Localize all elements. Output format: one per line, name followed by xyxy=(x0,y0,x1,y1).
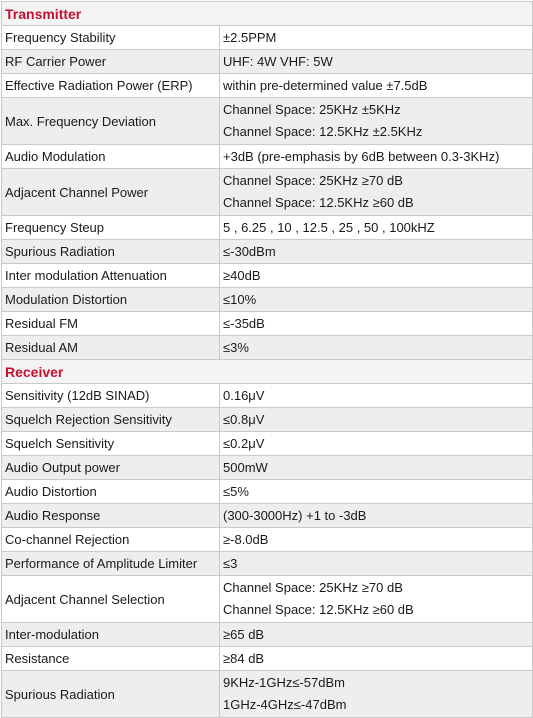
spec-row xyxy=(2,216,533,240)
spec-value-cell xyxy=(220,671,533,718)
spec-row xyxy=(2,552,533,576)
spec-row xyxy=(2,576,533,623)
spec-value: ±2.5PPM xyxy=(223,29,277,45)
spec-label: Effective Radiation Power (ERP) xyxy=(2,74,220,98)
spec-label: Inter modulation Attenuation xyxy=(2,264,220,288)
spec-value-cell xyxy=(220,336,533,360)
spec-value: ≥-8.0dB xyxy=(223,531,269,547)
spec-label: Sensitivity (12dB SINAD) xyxy=(2,384,220,408)
spec-row xyxy=(2,456,533,480)
spec-row xyxy=(2,169,533,216)
spec-row xyxy=(2,26,533,50)
spec-row xyxy=(2,74,533,98)
spec-row xyxy=(2,671,533,718)
spec-value-cell xyxy=(220,312,533,336)
spec-label: Audio Modulation xyxy=(2,145,220,169)
spec-row xyxy=(2,145,533,169)
spec-row xyxy=(2,480,533,504)
section-title: Transmitter xyxy=(2,2,533,26)
spec-value: ≤-35dB xyxy=(223,315,265,331)
spec-label: Inter-modulation xyxy=(2,623,220,647)
spec-row xyxy=(2,384,533,408)
spec-value-cell xyxy=(220,145,533,169)
spec-label: Performance of Amplitude Limiter xyxy=(2,552,220,576)
spec-row xyxy=(2,528,533,552)
spec-label: Frequency Stability xyxy=(2,26,220,50)
section-header-row xyxy=(2,360,533,384)
spec-label: Audio Distortion xyxy=(2,480,220,504)
spec-value-cell xyxy=(220,216,533,240)
spec-label: Resistance xyxy=(2,647,220,671)
section-title: Receiver xyxy=(2,360,533,384)
spec-value-cell xyxy=(220,528,533,552)
spec-value-cell xyxy=(220,480,533,504)
spec-value-cell xyxy=(220,647,533,671)
spec-value-cell xyxy=(220,50,533,74)
spec-value: ≤5% xyxy=(223,483,249,499)
spec-label: Spurious Radiation xyxy=(2,671,220,718)
spec-label: Squelch Rejection Sensitivity xyxy=(2,408,220,432)
spec-value: UHF: 4W VHF: 5W xyxy=(223,53,333,69)
spec-value: Channel Space: 12.5KHz ≥60 dB xyxy=(223,195,414,210)
spec-value: ≥65 dB xyxy=(223,626,265,642)
spec-value: ≤-30dBm xyxy=(223,243,276,259)
spec-value-cell xyxy=(220,456,533,480)
spec-value-cell xyxy=(220,264,533,288)
spec-value: 500mW xyxy=(223,459,268,475)
spec-row xyxy=(2,264,533,288)
spec-label: Co-channel Rejection xyxy=(2,528,220,552)
spec-value-cell xyxy=(220,408,533,432)
spec-value-cell xyxy=(220,74,533,98)
spec-value-cell xyxy=(220,169,533,216)
spec-label: Adjacent Channel Power xyxy=(2,169,220,216)
spec-value-cell xyxy=(220,240,533,264)
specification-table xyxy=(1,1,533,718)
spec-value: Channel Space: 12.5KHz ±2.5KHz xyxy=(223,124,423,139)
spec-label: Modulation Distortion xyxy=(2,288,220,312)
spec-value-cell xyxy=(220,504,533,528)
spec-row xyxy=(2,623,533,647)
spec-row xyxy=(2,312,533,336)
spec-value-cell xyxy=(220,288,533,312)
spec-value: ≤3 xyxy=(223,555,238,571)
spec-value-cell xyxy=(220,623,533,647)
spec-value: within pre-determined value ±7.5dB xyxy=(223,77,428,93)
spec-label: Max. Frequency Deviation xyxy=(2,98,220,145)
spec-value: +3dB (pre-emphasis by 6dB between 0.3-3KHz) xyxy=(223,148,500,164)
spec-value: 0.16μV xyxy=(223,387,265,403)
spec-label: Squelch Sensitivity xyxy=(2,432,220,456)
spec-row xyxy=(2,98,533,145)
spec-row xyxy=(2,288,533,312)
spec-row xyxy=(2,408,533,432)
spec-value-cell xyxy=(220,384,533,408)
spec-value: ≤0.2μV xyxy=(223,435,265,451)
spec-value-cell xyxy=(220,432,533,456)
section-header-row xyxy=(2,2,533,26)
spec-value-cell xyxy=(220,552,533,576)
spec-value: 5 , 6.25 , 10 , 12.5 , 25 , 50 , 100kHZ xyxy=(223,219,435,235)
spec-value-cell xyxy=(220,26,533,50)
spec-label: Residual FM xyxy=(2,312,220,336)
spec-row xyxy=(2,50,533,74)
spec-value-cell xyxy=(220,98,533,145)
spec-value: Channel Space: 25KHz ≥70 dB xyxy=(223,173,403,188)
spec-label: Audio Output power xyxy=(2,456,220,480)
spec-value: Channel Space: 25KHz ±5KHz xyxy=(223,102,401,117)
spec-value: Channel Space: 25KHz ≥70 dB xyxy=(223,580,403,595)
spec-label: Adjacent Channel Selection xyxy=(2,576,220,623)
spec-value: ≥40dB xyxy=(223,267,261,283)
spec-label: Audio Response xyxy=(2,504,220,528)
spec-label: RF Carrier Power xyxy=(2,50,220,74)
spec-value: 1GHz-4GHz≤-47dBm xyxy=(223,697,347,712)
spec-value: ≤3% xyxy=(223,339,249,355)
spec-row xyxy=(2,504,533,528)
spec-value: (300-3000Hz) +1 to -3dB xyxy=(223,507,367,523)
spec-value: ≥84 dB xyxy=(223,650,265,666)
spec-label: Spurious Radiation xyxy=(2,240,220,264)
spec-row xyxy=(2,336,533,360)
spec-value: Channel Space: 12.5KHz ≥60 dB xyxy=(223,602,414,617)
spec-value: ≤0.8μV xyxy=(223,411,265,427)
spec-label: Residual AM xyxy=(2,336,220,360)
spec-row xyxy=(2,240,533,264)
spec-value: ≤10% xyxy=(223,291,257,307)
spec-value: 9KHz-1GHz≤-57dBm xyxy=(223,675,346,690)
spec-row xyxy=(2,432,533,456)
spec-row xyxy=(2,647,533,671)
spec-label: Frequency Steup xyxy=(2,216,220,240)
spec-value-cell xyxy=(220,576,533,623)
